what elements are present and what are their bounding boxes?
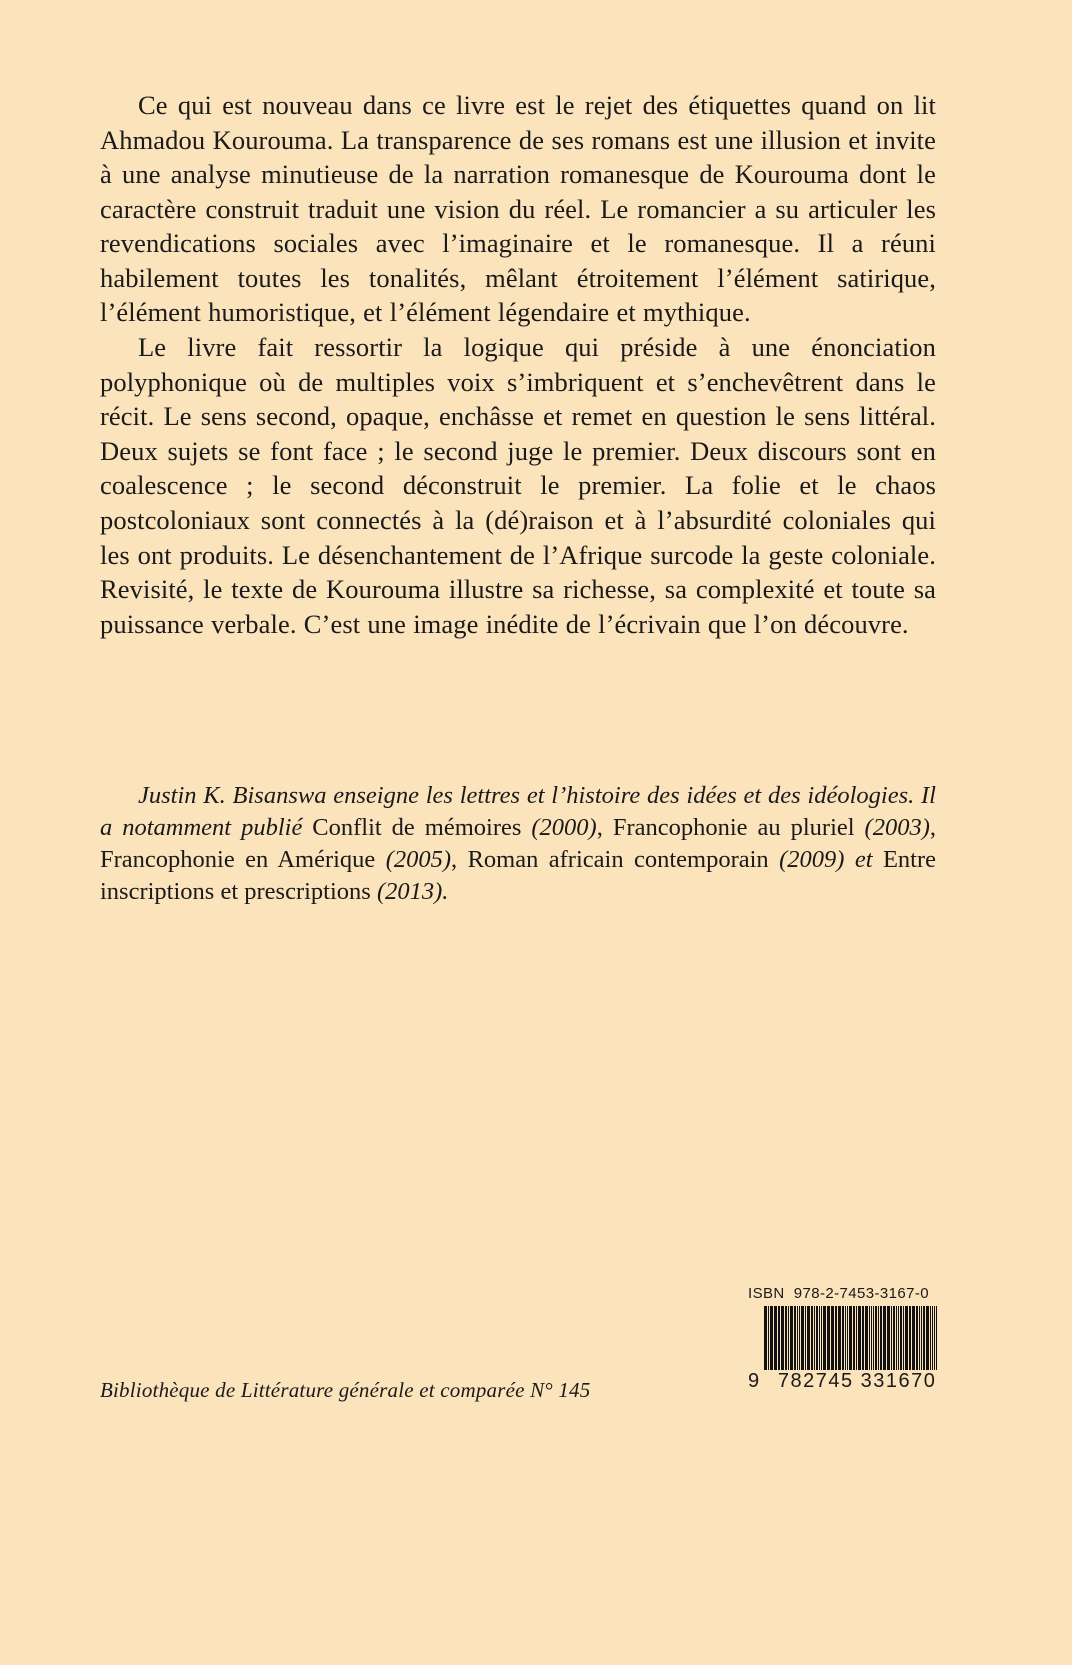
bio-title-5: Entre inscriptions et prescriptions [100,846,937,906]
blurb-section [100,88,936,641]
bio-sep-2: , [929,814,936,842]
bio-sep-1: , [596,814,613,842]
barcode-lead-digit: 9 [748,1370,760,1392]
series-line: Bibliothèque de Littérature générale et comparée N° 145 [100,1378,591,1402]
bio-title-2: Francophonie au pluriel [612,814,865,842]
bio-year-4: (2009) [779,846,845,874]
bio-title-1: Conflit de mémoires [302,814,532,842]
barcode-graphic [748,1306,944,1392]
bio-year-2: (2003) [864,814,930,842]
isbn-text [748,1285,944,1302]
author-bio-section [100,780,936,908]
bio-sep-3: , [451,846,468,874]
isbn-label: ISBN [748,1285,785,1302]
author-bio-paragraph [100,780,936,908]
bio-title-4: Roman africain contemporain [467,846,780,874]
bio-title-3: Francophonie en Amérique [100,846,386,874]
bio-end: . [442,878,449,906]
barcode-bars [764,1306,944,1392]
barcode-block [748,1285,944,1392]
bio-lead-italic: Justin K. Bisanswa enseigne les lettres et l’histoire des idées et des idéologies. Il a notamment publié [100,782,936,842]
barcode-digits: 782745 331670 [764,1370,950,1393]
bio-year-3: (2005) [385,846,452,874]
bio-conjunction: et [844,846,883,874]
blurb-paragraph-2: Le livre fait ressortir la logique qui préside à une énonciation polyphonique où de multiples voix s’imbriquent et s’enchevêtrent dans le récit. Le sens second, opaque, enchâsse et remet en question le sens littéral. Deux sujets se font face ; le second juge le premier. Deux discours sont en coalescence ; le second déconstruit le premier. La folie et le chaos postcoloniaux sont connectés à la (dé)raison et à l’absurdité coloniales qui les ont produits. Le désenchantement de l’Afrique surcode la geste coloniale. Revisité, le texte de Kourouma illustre sa richesse, sa complexité et toute sa puissance verbale. C’est une image inédite de l’écrivain que l’on découvre. [100,332,936,639]
bio-year-1: (2000) [531,814,597,842]
blurb-paragraph-1: Ce qui est nouveau dans ce livre est le rejet des étiquettes quand on lit Ahmadou Kourouma. La transparence de ses romans est une illusion et invite à une analyse minutieuse de la narration romanesque de Kourouma dont le caractère construit traduit une vision du réel. Le romancier a su articuler les revendications sociales avec l’imaginaire et le romanesque. Il a réuni habilement toutes les tonalités, mêlant étroitement l’élément satirique, l’élément humoristique, et l’élément légendaire et mythique. [100,90,936,328]
bio-year-5: (2013) [376,878,443,906]
isbn-number: 978-2-7453-3167-0 [793,1285,929,1302]
